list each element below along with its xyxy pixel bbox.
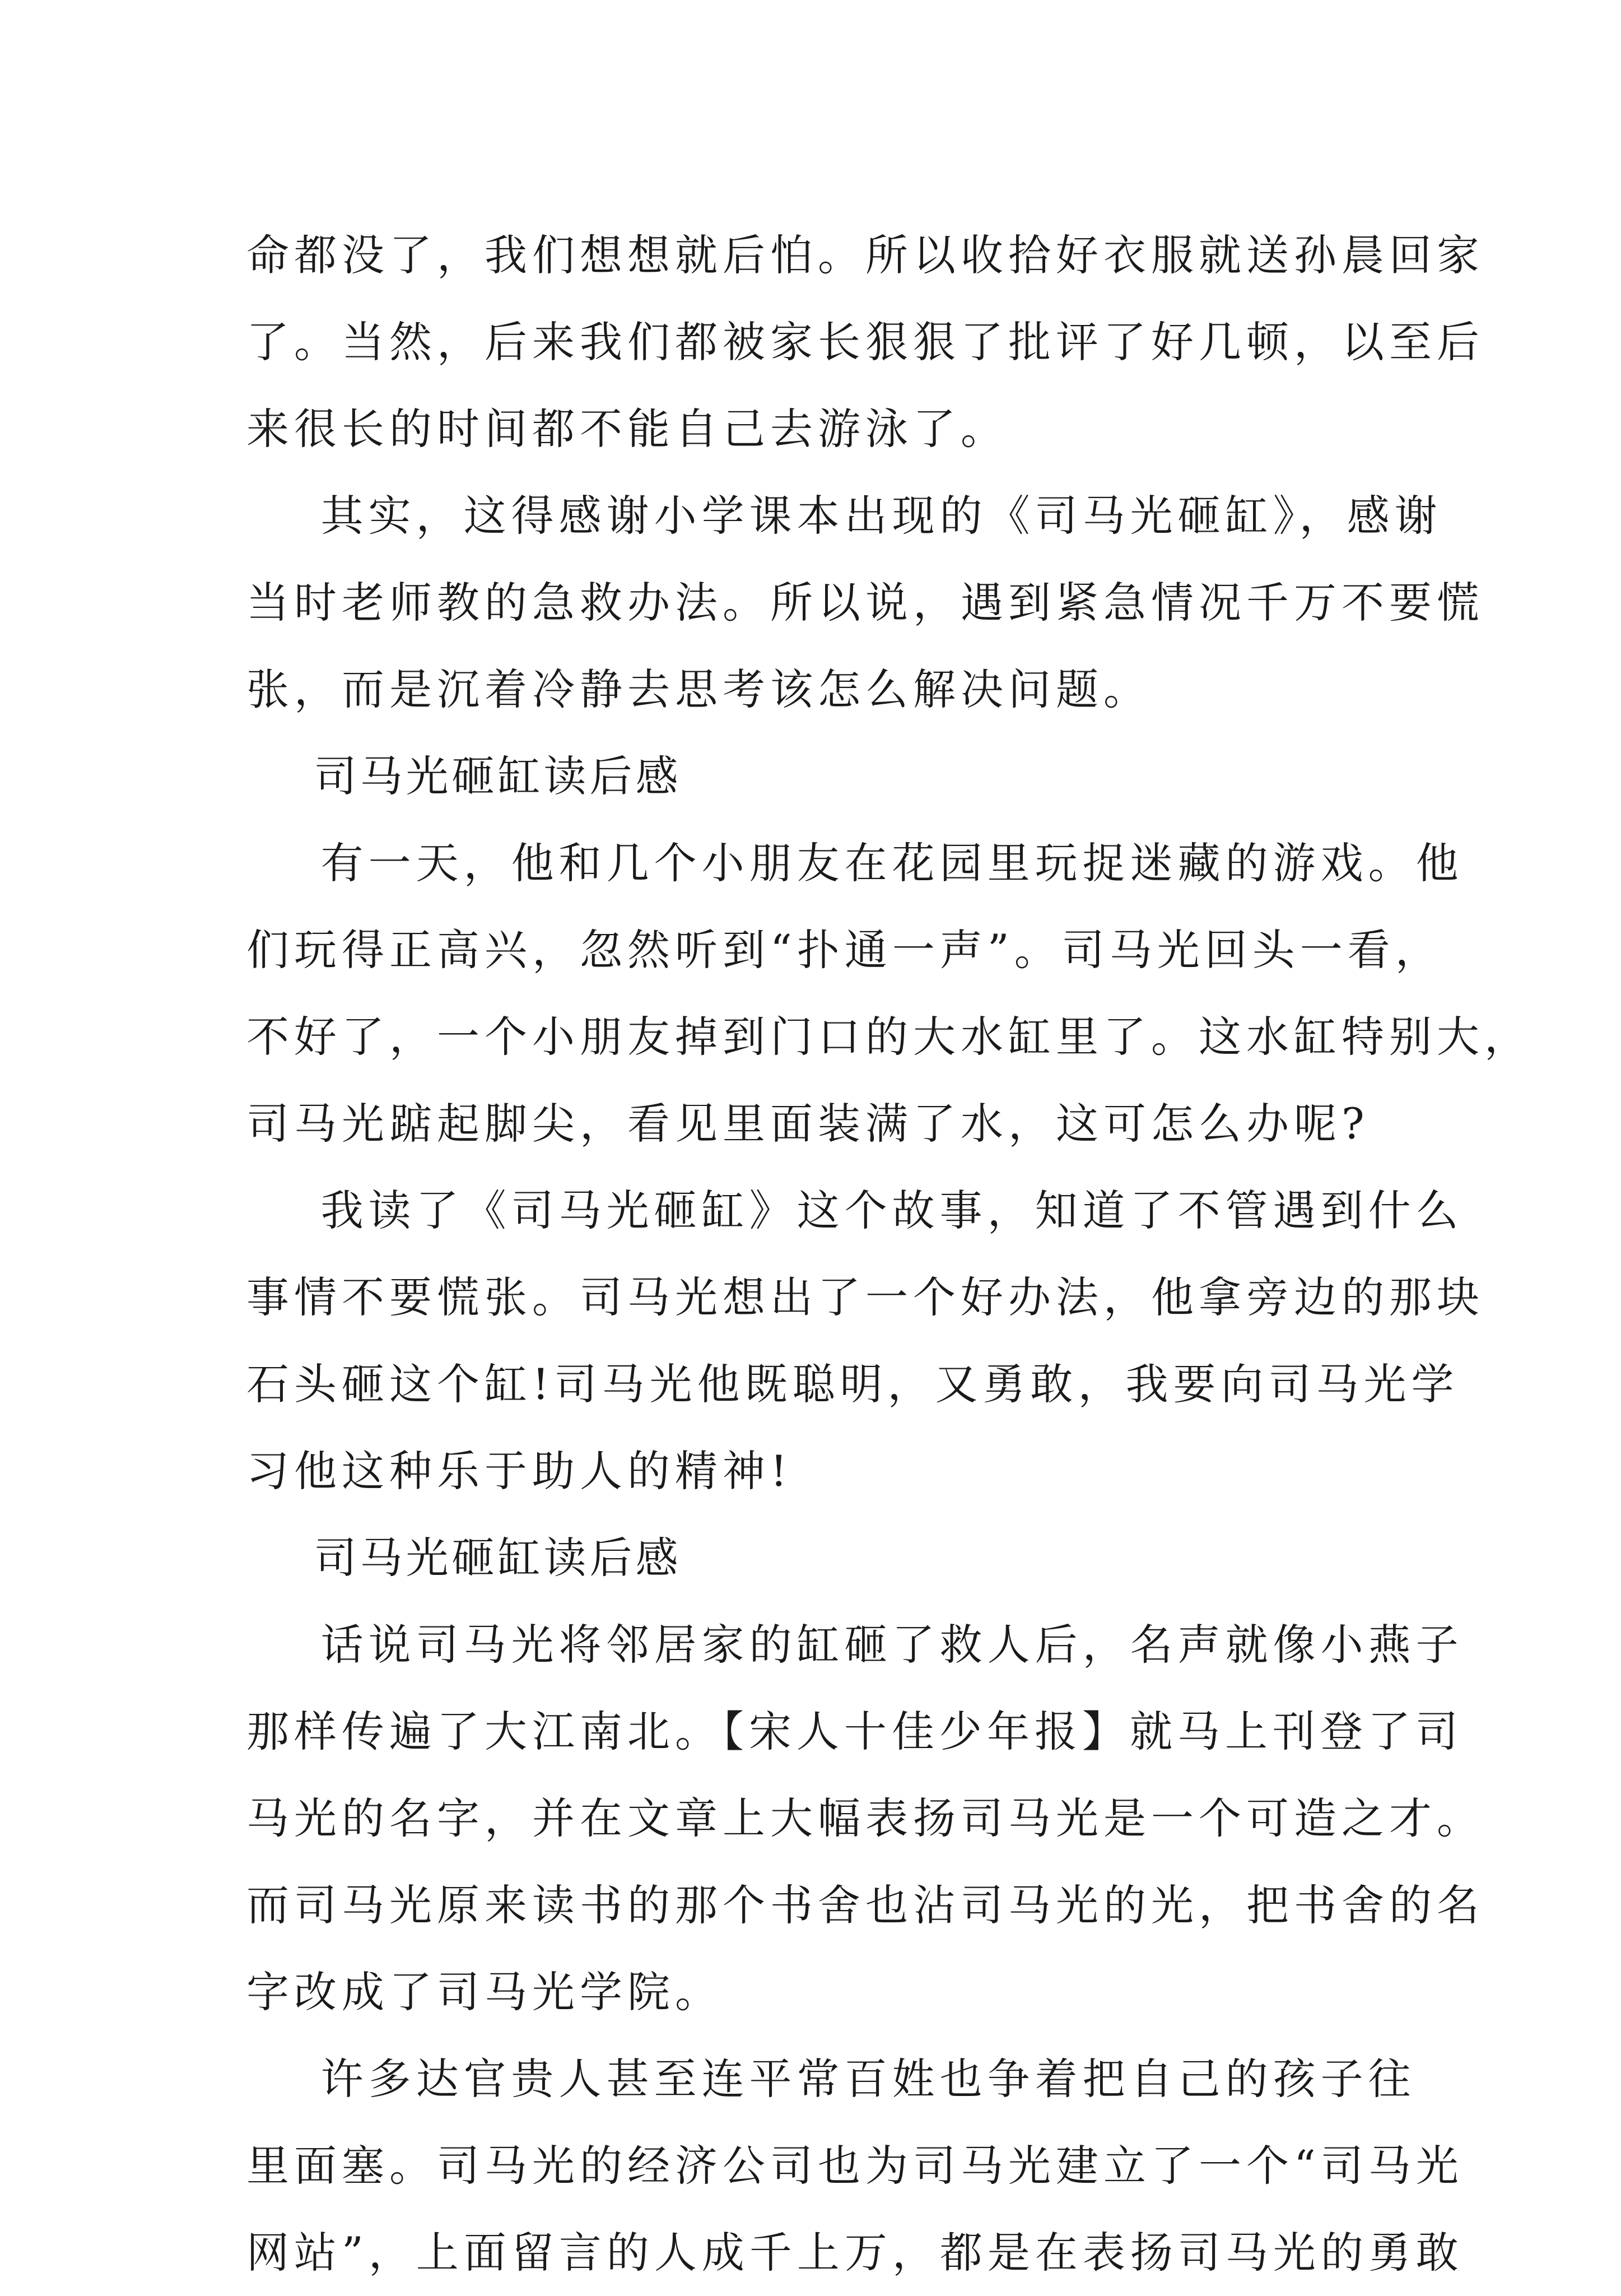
text-line: 里面塞。司马光的经济公司也为司马光建立了一个“司马光 [246,2141,1464,2191]
text-line: 其实，这得感谢小学课本出现的《司马光砸缸》，感谢 [246,491,1442,541]
text-line: 当时老师教的急救办法。所以说，遇到紧急情况千万不要慌 [246,578,1484,628]
text-line: 而司马光原来读书的那个书舍也沾司马光的光，把书舍的名 [246,1880,1484,1930]
section-heading-1 [246,733,1384,820]
paragraph-6 [246,2035,1464,2296]
text-line: 不好了，一个小朋友掉到门口的大水缸里了。这水缸特别大， [246,1012,1532,1062]
paragraph-1 [246,212,1484,472]
text-line: 习他这种乐于助人的精神! [246,1446,793,1496]
text-line: 了。当然，后来我们都被家长狠狠了批评了好几顿，以至后 [246,317,1484,367]
text-line: 司马光踮起脚尖，看见里面装满了水，这可怎么办呢? [246,1099,1370,1149]
text-line: 张，而是沉着冷静去思考该怎么解决问题。 [246,664,1151,714]
text-line: 那样传遍了大江南北。【宋人十佳少年报】就马上刊登了司 [246,1707,1463,1756]
paragraph-4 [246,1167,1484,1514]
text-line: 话说司马光将邻居家的缸砸了救人后，名声就像小燕子 [246,1620,1464,1670]
heading-line: 司马光砸缸读后感 [246,751,682,801]
text-line: 网站”，上面留言的人成千上万，都是在表扬司马光的勇敢 [246,2228,1464,2278]
section-heading-2 [246,1514,1384,1601]
paragraph-3 [246,820,1532,1167]
text-line: 我读了《司马光砸缸》这个故事，知道了不管遇到什么 [246,1186,1464,1235]
paragraph-5 [246,1601,1484,2035]
text-line: 事情不要慌张。司马光想出了一个好办法，他拿旁边的那块 [246,1272,1484,1322]
text-line: 有一天，他和几个小朋友在花园里玩捉迷藏的游戏。他 [246,838,1464,888]
text-line: 石头砸这个缸!司马光他既聪明，又勇敢，我要向司马光学 [246,1359,1459,1409]
text-line: 许多达官贵人甚至连平常百姓也争着把自己的孩子往 [246,2054,1416,2104]
document-body [246,212,1532,2296]
text-line: 字改成了司马光学院。 [246,1967,723,2017]
text-line: 来很长的时间都不能自己去游泳了。 [246,404,1008,454]
heading-line: 司马光砸缸读后感 [246,1533,682,1583]
paragraph-2 [246,472,1484,733]
text-line: 们玩得正高兴，忽然听到“扑通一声”。司马光回头一看， [246,925,1443,975]
text-line: 命都没了，我们想想就后怕。所以收拾好衣服就送孙晨回家 [246,230,1484,280]
text-line: 马光的名字，并在文章上大幅表扬司马光是一个可造之才。 [246,1793,1484,1843]
